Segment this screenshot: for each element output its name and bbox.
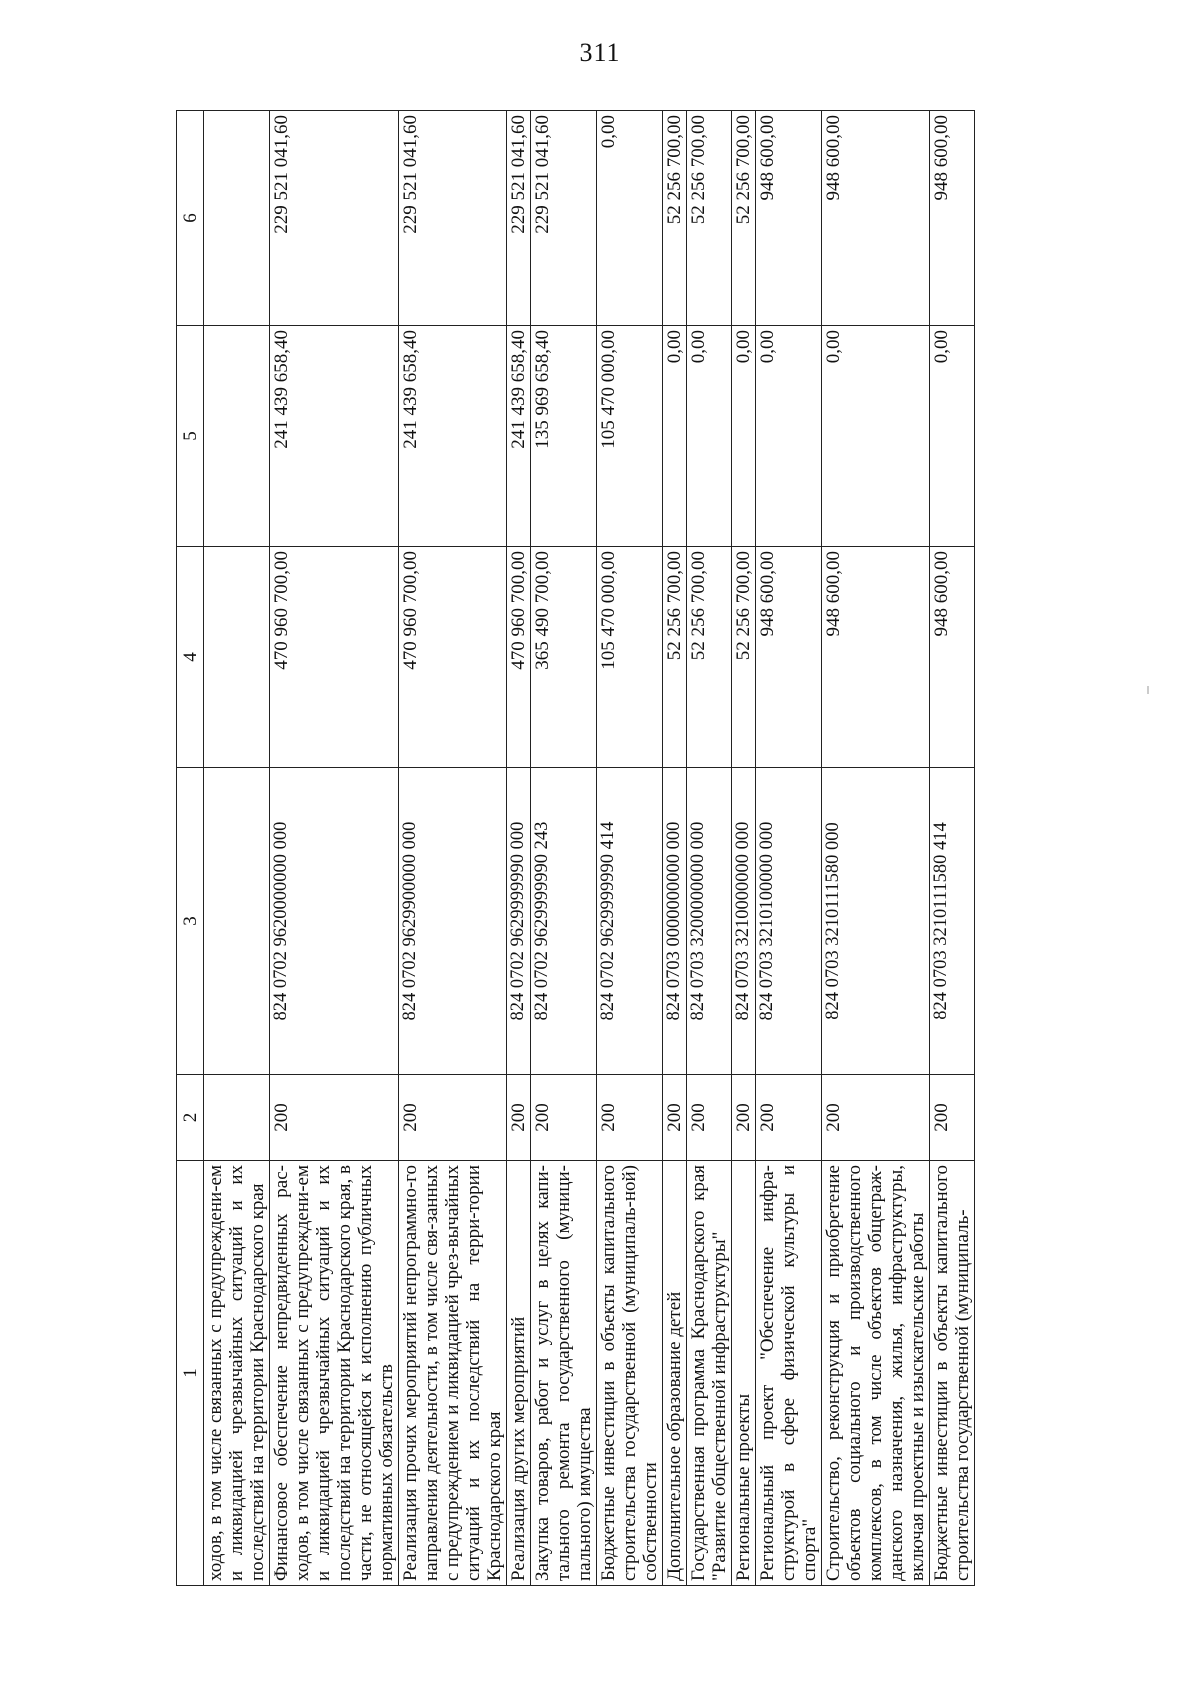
page-number: 311 [579,38,621,67]
row-col4-value: 52 256 700,00 [663,547,687,768]
row-col6-value: 948 600,00 [822,111,930,326]
row-col4-value: 105 470 000,00 [597,547,663,768]
row-name-cell: ходов, в том числе связанных с предупреждени-ем и ликвидацией чрезвычайных ситуаций и их последствий на территории Краснодарского края [204,1161,270,1586]
row-col6-value: 229 521 041,60 [531,111,597,326]
row-name-cell: Бюджетные инвестиции в объекты капитального строительства государственной (муниципаль-ной) собственности [597,1161,663,1586]
row-col6-value: 52 256 700,00 [687,111,732,326]
row-code-cell: 200 [531,1075,597,1161]
row-classification-cell: 824 0702 9629900000 000 [399,768,507,1075]
row-name-cell: Региональный проект "Обеспечение инфра-структурой в сфере физической культуры и спорта" [756,1161,822,1586]
row-code-cell: 200 [930,1075,975,1161]
row-col6-value: 948 600,00 [756,111,822,326]
row-col6-value: 52 256 700,00 [663,111,687,326]
row-code-cell: 200 [687,1075,732,1161]
row-name-cell: Финансовое обеспечение непредвиденных рас-ходов, в том числе связанных с предупреждени-ем и ликвидацией чрезвычайных ситуаций и их последствий на территории Краснодарского края, в части, не относящейся к исполнению публичных нормативных обязательств [270,1161,399,1586]
row-classification-cell: 824 0703 0000000000 000 [663,768,687,1075]
row-name-cell: Дополнительное образование детей [663,1161,687,1586]
row-name-cell: Государственная программа Краснодарского края "Развитие общественной инфраструктуры" [687,1161,732,1586]
row-col5-value: 0,00 [822,326,930,547]
row-col5-value: 0,00 [732,326,756,547]
row-code-cell: 200 [732,1075,756,1161]
row-col4-value: 52 256 700,00 [687,547,732,768]
row-name-cell: Региональные проекты [732,1161,756,1586]
row-col6-value: 0,00 [597,111,663,326]
row-col5-value: 135 969 658,40 [531,326,597,547]
row-col5-value: 0,00 [687,326,732,547]
row-classification-cell: 824 0702 9629999990 000 [507,768,531,1075]
row-col6-value: 52 256 700,00 [732,111,756,326]
row-col4-value: 470 960 700,00 [399,547,507,768]
row-classification-cell: 824 0703 3210111580 000 [822,768,930,1075]
row-code-cell: 200 [399,1075,507,1161]
column-header-3: 3 [177,768,204,1075]
row-classification-cell: 824 0702 9629999990 243 [531,768,597,1075]
row-col5-value: 0,00 [930,326,975,547]
row-classification-cell: 824 0703 3210111580 414 [930,768,975,1075]
row-col5-value: 0,00 [663,326,687,547]
row-col4-value: 52 256 700,00 [732,547,756,768]
row-classification-cell: 824 0703 3210100000 000 [756,768,822,1075]
row-name-cell: Бюджетные инвестиции в объекты капитального строительства государственной (муниципаль- [930,1161,975,1586]
row-classification-cell: 824 0702 9629999990 414 [597,768,663,1075]
row-col4-value: 470 960 700,00 [507,547,531,768]
row-col5-value: 241 439 658,40 [270,326,399,547]
row-col5-value: 241 439 658,40 [507,326,531,547]
row-classification-cell: 824 0703 3210000000 000 [732,768,756,1075]
row-code-cell: 200 [756,1075,822,1161]
row-col4-value: 470 960 700,00 [270,547,399,768]
column-header-5: 5 [177,326,204,547]
row-code-cell: 200 [597,1075,663,1161]
column-header-4: 4 [177,547,204,768]
row-classification-cell: 824 0703 3200000000 000 [687,768,732,1075]
row-col5-value: 0,00 [756,326,822,547]
row-col6-value: 948 600,00 [930,111,975,326]
row-code-cell: 200 [270,1075,399,1161]
row-col5-value: 241 439 658,40 [399,326,507,547]
row-col4-value: 948 600,00 [756,547,822,768]
row-code-cell: 200 [822,1075,930,1161]
row-col5-value: 105 470 000,00 [597,326,663,547]
row-name-cell: Строительство, реконструкция и приобретение объектов социального и производственного комплексов, в том числе объектов общеграж-данского назначения, жилья, инфраструктуры, включая проектные и изыскательские работы [822,1161,930,1586]
row-code-cell: 200 [663,1075,687,1161]
row-code-cell: 200 [507,1075,531,1161]
row-col6-value: 229 521 041,60 [399,111,507,326]
row-name-cell: Реализация других мероприятий [507,1161,531,1586]
row-col4-value: 948 600,00 [930,547,975,768]
column-header-1: 1 [177,1161,204,1586]
row-col6-value: 229 521 041,60 [270,111,399,326]
row-name-cell: Реализация прочих мероприятий непрограммно-го направления деятельности, в том числе свя-занных с предупреждением и ликвидацией чрез-вычайных ситуаций и их последствий на терри-тории Краснодарского края [399,1161,507,1586]
column-header-6: 6 [177,111,204,326]
row-col4-value: 948 600,00 [822,547,930,768]
row-name-cell: Закупка товаров, работ и услуг в целях капи-тального ремонта государственного (муници-пального) имущества [531,1161,597,1586]
row-classification-cell: 824 0702 9620000000 000 [270,768,399,1075]
column-header-2: 2 [177,1075,204,1161]
row-col6-value: 229 521 041,60 [507,111,531,326]
row-col4-value: 365 490 700,00 [531,547,597,768]
